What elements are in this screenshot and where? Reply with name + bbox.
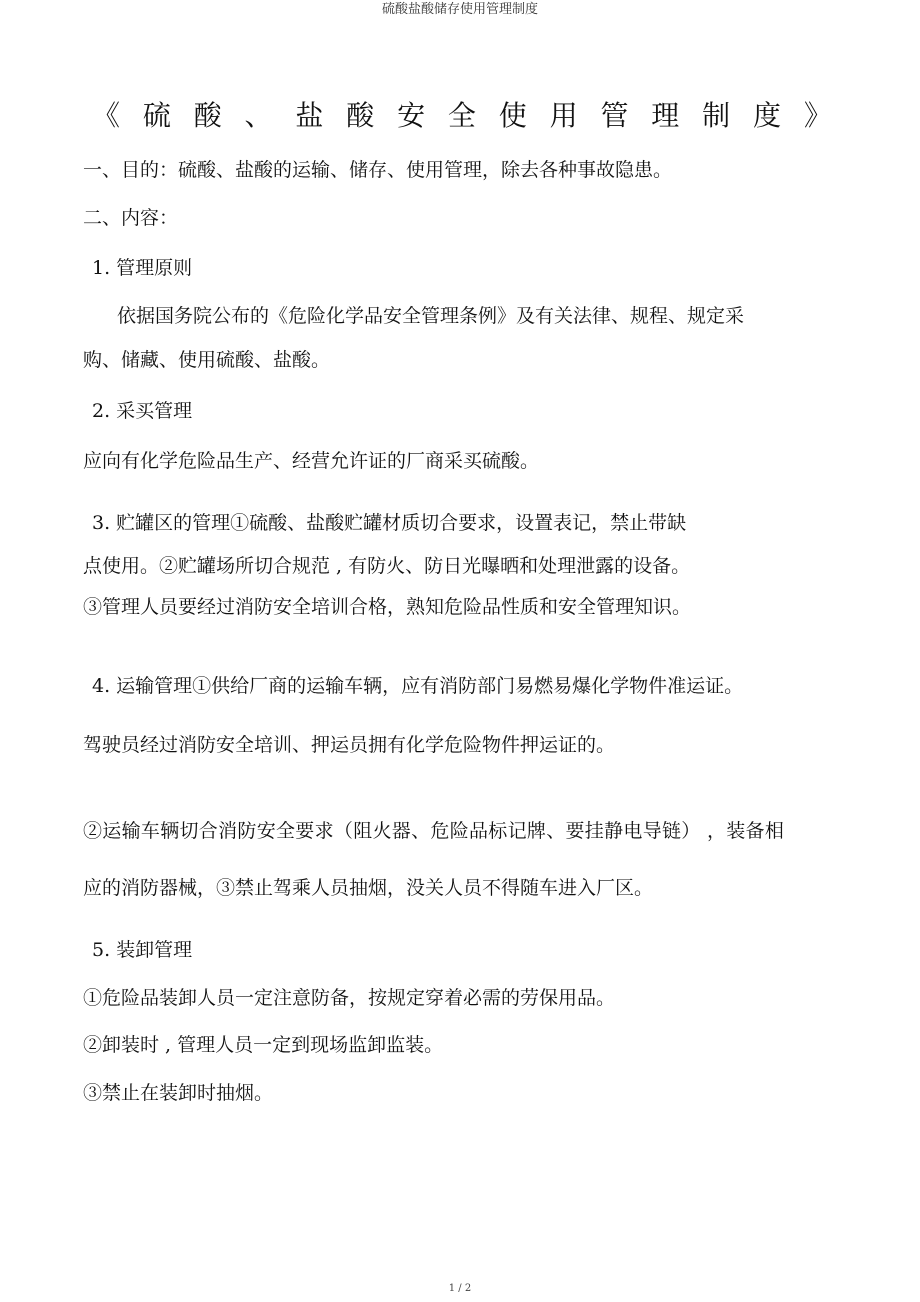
title-char: 用: [549, 99, 578, 132]
text-line: ②卸装时 , 管理人员一定到现场监卸监装。: [83, 1034, 444, 1056]
title-char: 酸: [346, 99, 375, 132]
title-char: 》: [803, 99, 832, 132]
text-line: 应向有化学危险品生产、经营允许证的厂商采买硫酸。: [83, 450, 540, 472]
text-line: ③禁止在装卸时抽烟。: [83, 1082, 274, 1104]
text-line: 1. 管理原则: [92, 257, 193, 279]
text-line: 二、内容：: [83, 207, 179, 229]
text-line: 应的消防器械，③禁止驾乘人员抽烟，没关人员不得随车进入厂区。: [83, 877, 654, 899]
title-char: 《: [92, 99, 121, 132]
text-line: 3. 贮罐区的管理①硫酸、盐酸贮罐材质切合要求，设置表记，禁止带缺: [92, 512, 687, 534]
text-line: ①危险品装卸人员一定注意防备，按规定穿着必需的劳保用品。: [83, 987, 616, 1009]
text-line: ③管理人员要经过消防安全培训合格，熟知危险品性质和安全管理知识。: [83, 596, 692, 618]
title-char: 度: [752, 99, 781, 132]
page-number: 1 / 2: [448, 1283, 472, 1294]
text-line: 驾驶员经过消防安全培训、押运员拥有化学危险物件押运证的。: [83, 734, 616, 756]
text-line: 2. 采买管理: [92, 400, 193, 422]
text-line: 购、储藏、使用硫酸、盐酸。: [83, 349, 331, 371]
title-char: 硫: [142, 99, 171, 132]
title-char: 理: [651, 99, 680, 132]
text-line: 一、目的：硫酸、盐酸的运输、储存、使用管理，除去各种事故隐患。: [83, 159, 673, 181]
title-char: 使: [498, 99, 527, 132]
document-title: [92, 100, 832, 132]
text-line: 5. 装卸管理: [92, 939, 193, 961]
title-char: 管: [600, 99, 629, 132]
title-char: 全: [447, 99, 476, 132]
title-char: 酸: [193, 99, 222, 132]
page-header: 硫酸盐酸储存使用管理制度: [381, 2, 538, 17]
title-char: 安: [397, 99, 426, 132]
title-char: 制: [702, 99, 731, 132]
text-line: 依据国务院公布的《危险化学品安全管理条例》及有关法律、规程、规定采: [117, 305, 745, 327]
text-line: 4. 运输管理①供给厂商的运输车辆，应有消防部门易燃易爆化学物件准运证。: [92, 675, 744, 697]
text-line: ②运输车辆切合消防安全要求（阻火器、危险品标记牌、要挂静电导链） ，装备相: [83, 820, 785, 842]
title-char: 盐: [295, 99, 324, 132]
title-char: 、: [244, 99, 273, 132]
text-line: 点使用。②贮罐场所切合规范 , 有防火、防日光曝晒和处理泄露的设备。: [83, 555, 691, 577]
